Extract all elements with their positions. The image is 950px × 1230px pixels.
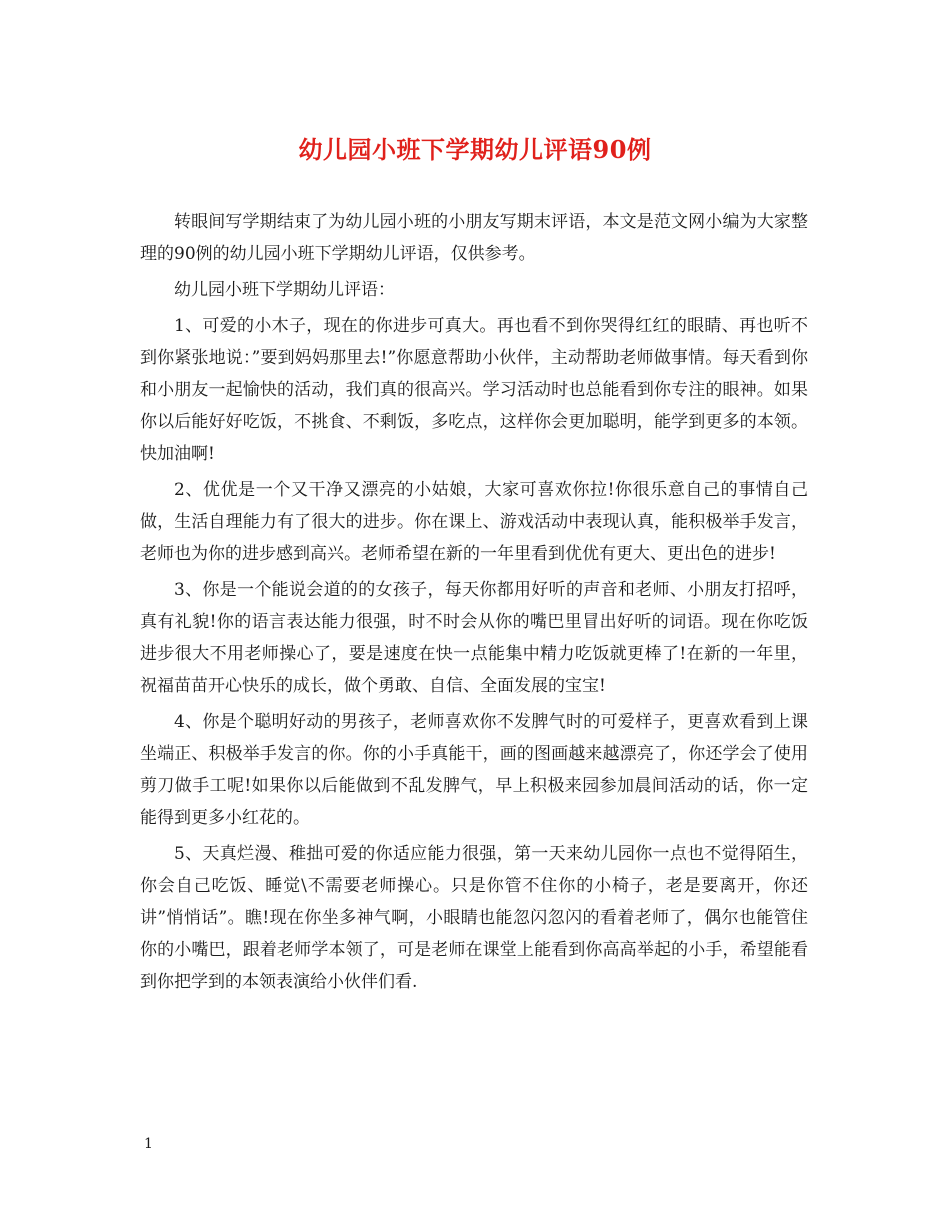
comment-paragraph-2: 2、优优是一个又干净又漂亮的小姑娘，大家可喜欢你拉!你很乐意自己的事情自己做，生活自理能力有了很大的进步。你在课上、游戏活动中表现认真，能积极举手发言，老师也为你的进步感到高兴。老师希望在新的一年里看到优优有更大、更出色的进步! (140, 480, 808, 564)
document-title: 幼儿园小班下学期幼儿评语90例 (298, 135, 652, 164)
comment-paragraph-5: 5、天真烂漫、稚拙可爱的你适应能力很强，第一天来幼儿园你一点也不觉得陌生，你会自己吃饭、睡觉\不需要老师操心。只是你管不住你的小椅子，老是要离开，你还讲”悄悄话”。瞧!现在你坐多神气啊，小眼睛也能忽闪忽闪的看着老师了，偶尔也能管住你的小嘴巴，跟着老师学本领了，可是老师在课堂上能看到你高高举起的小手，希望能看到你把学到的本领表演给小伙伴们看. (140, 844, 808, 992)
intro-paragraph: 转眼间写学期结束了为幼儿园小班的小朋友写期末评语，本文是范文网小编为大家整理的90例的幼儿园小班下学期幼儿评语，仅供参考。 (140, 212, 808, 264)
comment-paragraph-1: 1、可爱的小木子，现在的你进步可真大。再也看不到你哭得红红的眼睛、再也听不到你紧张地说：”要到妈妈那里去!”你愿意帮助小伙伴，主动帮助老师做事情。每天看到你和小朋友一起愉快的活动，我们真的很高兴。学习活动时也总能看到你专注的眼神。如果你以后能好好吃饭，不挑食、不剩饭，多吃点，这样你会更加聪明，能学到更多的本领。快加油啊! (140, 316, 808, 464)
document-body (140, 206, 808, 1002)
comment-paragraph-4: 4、你是个聪明好动的男孩子，老师喜欢你不发脾气时的可爱样子，更喜欢看到上课坐端正、积极举手发言的你。你的小手真能干，画的图画越来越漂亮了，你还学会了使用剪刀做手工呢!如果你以后能做到不乱发脾气，早上积极来园参加晨间活动的话，你一定能得到更多小红花的。 (140, 712, 808, 828)
section-heading: 幼儿园小班下学期幼儿评语： (174, 280, 395, 300)
page-number: 1 (144, 1136, 153, 1152)
comment-paragraph-3: 3、你是一个能说会道的的女孩子，每天你都用好听的声音和老师、小朋友打招呼，真有礼貌!你的语言表达能力很强，时不时会从你的嘴巴里冒出好听的词语。现在你吃饭进步很大不用老师操心了，要是速度在快一点能集中精力吃饭就更棒了!在新的一年里，祝福苗苗开心快乐的成长，做个勇敢、自信、全面发展的宝宝! (140, 580, 808, 696)
